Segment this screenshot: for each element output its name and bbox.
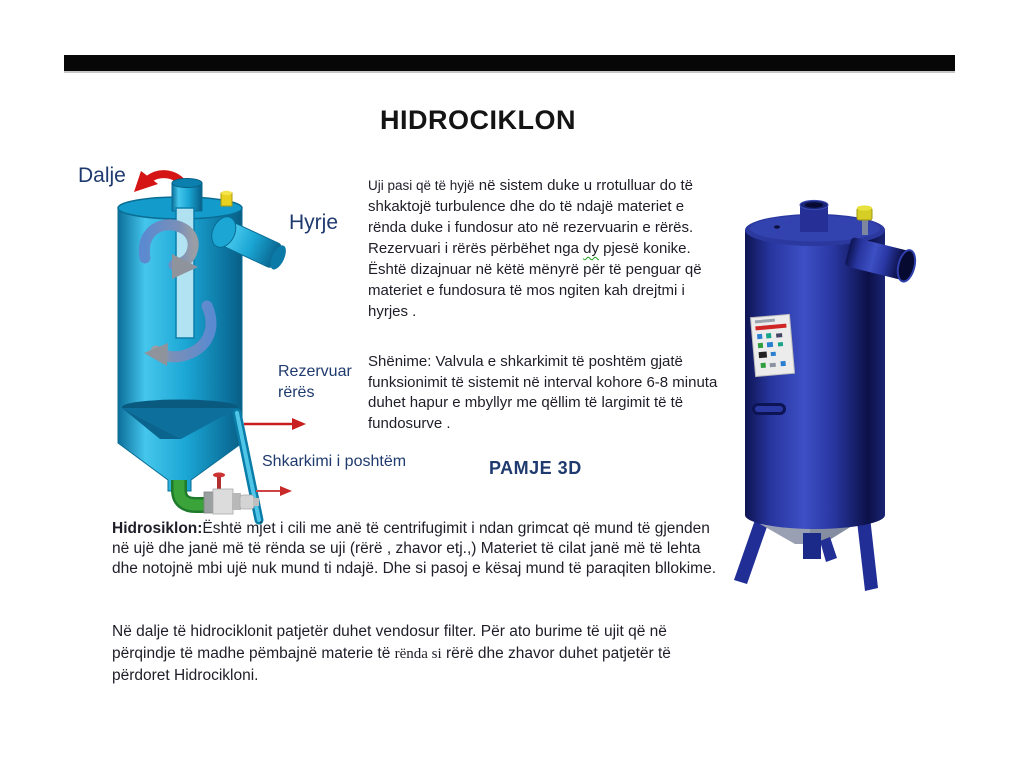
view-3d-label: PAMJE 3D xyxy=(489,458,582,478)
tank-leg-left xyxy=(734,517,769,584)
top-black-bar xyxy=(64,55,955,71)
page-title: HIDROCIKLON xyxy=(380,105,576,135)
spellcheck-word: dy xyxy=(583,240,599,257)
label-bottom-discharge: Shkarkimi i poshtëm xyxy=(262,453,407,470)
intro-lead: Uji pasi që të hyjë xyxy=(368,178,475,193)
tank-3d-view xyxy=(715,175,980,605)
definition-body: Është mjet i cili me anë të centrifugimit i ndan grimcat që mund të gjenden në ujë dhe janë më të rënda se uji (rërë , zhavor etj.,) Materiet të cilat janë më të lehta dhe notojnë mbi ujë nuk mund ti ndajë. Dhe si pasoj e kësaj mund të paraqiten bllokime. xyxy=(112,520,717,577)
lid-vent-dot xyxy=(774,225,780,228)
filter-paragraph xyxy=(112,621,728,687)
filter-seg-b: rërë dhe zhavor duhet patjetër të përdoret Hidrocikloni. xyxy=(112,644,671,684)
filter-seg-a: Në dalje të hidrociklonit patjetër duhet vendosur filter. Për ato burime të ujit që në përqindje të madhe pëmbajnë materie të xyxy=(112,623,667,662)
label-sand-reservoir-line2: rërës xyxy=(278,384,315,401)
filter-serif-seg: rënda si xyxy=(394,645,442,662)
label-sand-reservoir xyxy=(278,361,352,403)
definition-lead: Hidrosiklon: xyxy=(112,520,203,537)
label-inlet: Hyrje xyxy=(289,211,339,234)
definition-paragraph xyxy=(112,519,728,579)
tank-label-sticker xyxy=(751,314,795,376)
tank-body xyxy=(745,230,885,529)
label-outlet: Dalje xyxy=(78,164,126,187)
discharge-elbow xyxy=(179,480,206,505)
tank-discharge-pipe xyxy=(803,533,821,559)
intro-seg-a: në sistem duke u rrotulluar do të shkaktojë turbulence dhe do të ndajë materiet e rënda duke i fundosur ato në rezervuarin e rërës. Rezervuari i rërës përbëhet nga xyxy=(368,177,694,257)
intro-seg-b: pjesë konike. Është dizajnuar në këtë mënyrë për të penguar që materiet e fundosura të mos ngiten kah drejtmi i hyrjes . xyxy=(368,240,702,320)
tank-leg-right xyxy=(857,517,878,591)
tank-discharge-spout xyxy=(820,537,837,562)
intro-paragraph xyxy=(368,175,724,322)
discharge-pointer-arrow xyxy=(256,486,292,496)
outlet-pipe xyxy=(172,179,202,212)
tank-handle xyxy=(752,403,786,415)
air-valve-icon xyxy=(221,191,232,206)
reservoir-pointer-arrow xyxy=(244,418,306,430)
notes-paragraph: Shënime: Valvula e shkarkimit të poshtëm gjatë funksionimit të sistemit në interval kohore 6-8 minuta duhet hapur e mbyllyr me qëllim të largimit të të fundosurve . xyxy=(368,353,718,432)
tank-top-pipe xyxy=(800,200,828,232)
label-sand-reservoir-line1: Rezervuar xyxy=(278,363,352,380)
